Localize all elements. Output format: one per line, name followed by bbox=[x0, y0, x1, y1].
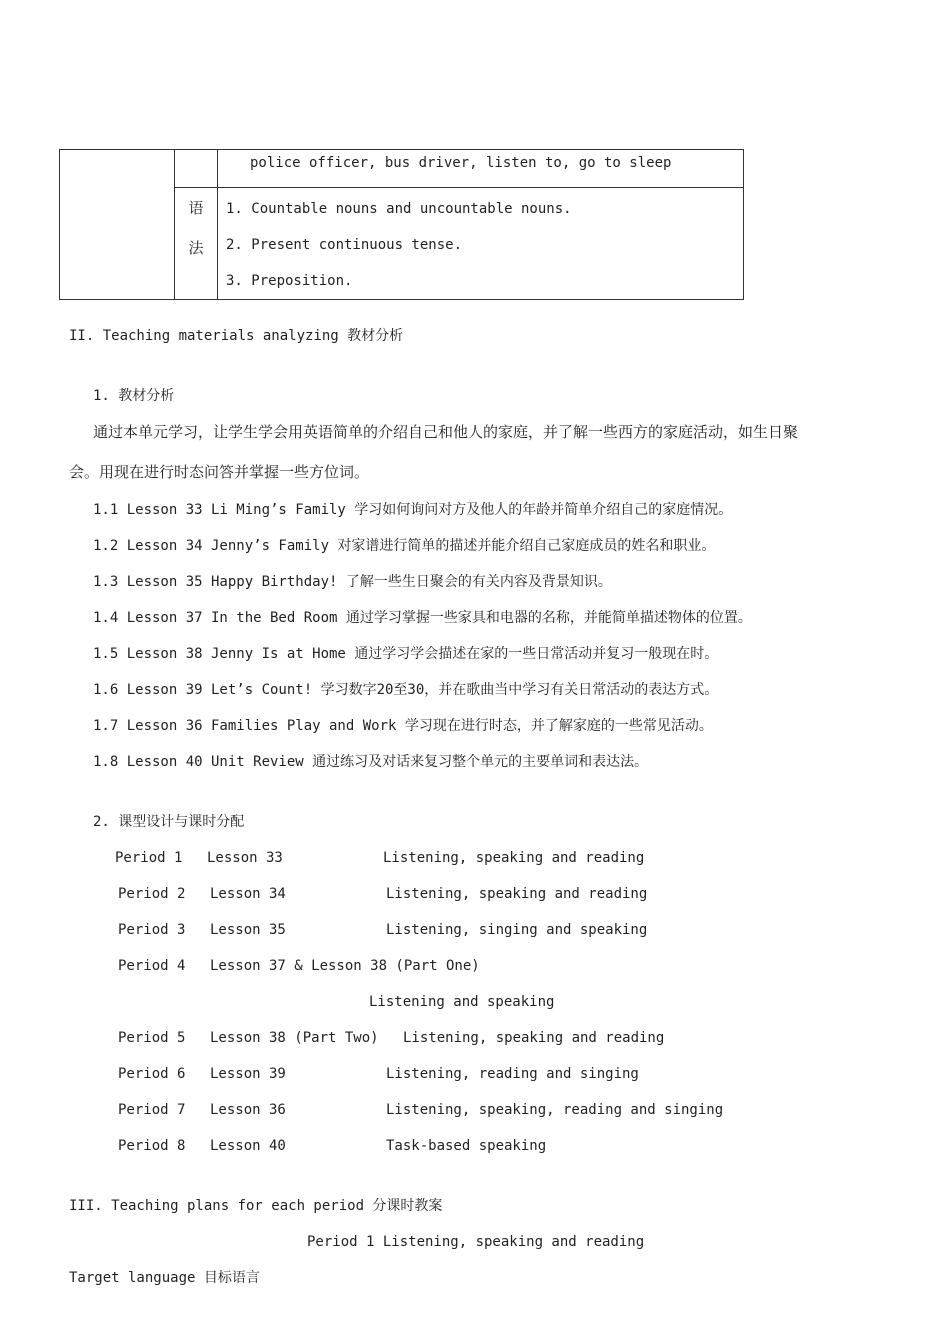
period-lesson: Lesson 39 bbox=[210, 1066, 286, 1082]
paragraph-line: 通过本单元学习，让学生学会用英语简单的介绍自己和他人的家庭，并了解一些西方的家庭活动，如生日聚 bbox=[93, 423, 799, 441]
lesson-line: 1.6 Lesson 39 Let’s Count! 学习数字20至30，并在歌曲当中学习有关日常活动的表达方式。 bbox=[93, 682, 719, 698]
target-language-heading: Target language 目标语言 bbox=[69, 1270, 260, 1286]
paragraph-line: 会。用现在进行时态问答并掌握一些方位词。 bbox=[69, 463, 370, 481]
period-title: Period 1 Listening, speaking and reading bbox=[307, 1234, 645, 1250]
grammar-cell bbox=[218, 188, 744, 300]
period-activity: Listening, speaking and reading bbox=[383, 850, 645, 866]
lesson-line: 1.2 Lesson 34 Jenny’s Family 对家谱进行简单的描述并能介绍自己家庭成员的姓名和职业。 bbox=[93, 538, 716, 554]
lesson-line: 1.4 Lesson 37 In the Bed Room 通过学习掌握一些家具和电器的名称，并能简单描述物体的位置。 bbox=[93, 610, 752, 626]
grammar-item: 1. Countable nouns and uncountable nouns. bbox=[226, 201, 572, 217]
period-activity: Listening, singing and speaking bbox=[386, 922, 648, 938]
table-empty-cell bbox=[60, 150, 175, 300]
period-activity: Listening, speaking and reading bbox=[403, 1030, 665, 1046]
period-activity: Listening, speaking and reading bbox=[386, 886, 648, 902]
period-label: Period 4 bbox=[118, 958, 186, 974]
period-lesson: Lesson 35 bbox=[210, 922, 286, 938]
lesson-line: 1.3 Lesson 35 Happy Birthday! 了解一些生日聚会的有关内容及背景知识。 bbox=[93, 574, 612, 590]
lesson-line: 1.1 Lesson 33 Li Ming’s Family 学习如何询问对方及他人的年龄并简单介绍自己的家庭情况。 bbox=[93, 502, 733, 518]
lesson-line: 1.7 Lesson 36 Families Play and Work 学习现在进行时态，并了解家庭的一些常见活动。 bbox=[93, 718, 713, 734]
period-label: Period 2 bbox=[118, 886, 186, 902]
lesson-line: 1.8 Lesson 40 Unit Review 通过练习及对话来复习整个单元的主要单词和表达法。 bbox=[93, 754, 649, 770]
period-lesson: Lesson 33 bbox=[207, 850, 283, 866]
period-lesson: Lesson 38 (Part Two) bbox=[210, 1030, 379, 1046]
period-lesson: Lesson 40 bbox=[210, 1138, 286, 1154]
syllabus-table bbox=[59, 149, 744, 300]
period-label: Period 7 bbox=[118, 1102, 186, 1118]
period-activity: Listening and speaking bbox=[369, 994, 555, 1010]
table-label-cell bbox=[175, 150, 218, 188]
lesson-line: 1.5 Lesson 38 Jenny Is at Home 通过学习学会描述在家的一些日常活动并复习一般现在时。 bbox=[93, 646, 719, 662]
period-activity: Listening, reading and singing bbox=[386, 1066, 639, 1082]
section-heading: III. Teaching plans for each period 分课时教案 bbox=[69, 1198, 443, 1214]
grammar-label-cell bbox=[175, 188, 218, 300]
period-label: Period 3 bbox=[118, 922, 186, 938]
subsection-heading: 2. 课型设计与课时分配 bbox=[93, 814, 245, 830]
period-label: Period 1 bbox=[115, 850, 183, 866]
period-label: Period 8 bbox=[118, 1138, 186, 1154]
period-lesson: Lesson 37 & Lesson 38 (Part One) bbox=[210, 958, 480, 974]
vocabulary-cell bbox=[218, 150, 744, 188]
period-activity: Task-based speaking bbox=[386, 1138, 547, 1154]
period-activity: Listening, speaking, reading and singing bbox=[386, 1102, 724, 1118]
period-label: Period 6 bbox=[118, 1066, 186, 1082]
grammar-label-char: 语 bbox=[188, 199, 204, 217]
section-heading: II. Teaching materials analyzing 教材分析 bbox=[69, 328, 404, 344]
grammar-item: 2. Present continuous tense. bbox=[226, 237, 463, 253]
grammar-item: 3. Preposition. bbox=[226, 273, 353, 289]
subsection-heading: 1. 教材分析 bbox=[93, 388, 175, 404]
grammar-label-char: 法 bbox=[188, 239, 204, 257]
period-label: Period 5 bbox=[118, 1030, 186, 1046]
period-lesson: Lesson 36 bbox=[210, 1102, 286, 1118]
vocabulary-line: police officer, bus driver, listen to, go to sleep bbox=[250, 155, 672, 171]
period-lesson: Lesson 34 bbox=[210, 886, 286, 902]
